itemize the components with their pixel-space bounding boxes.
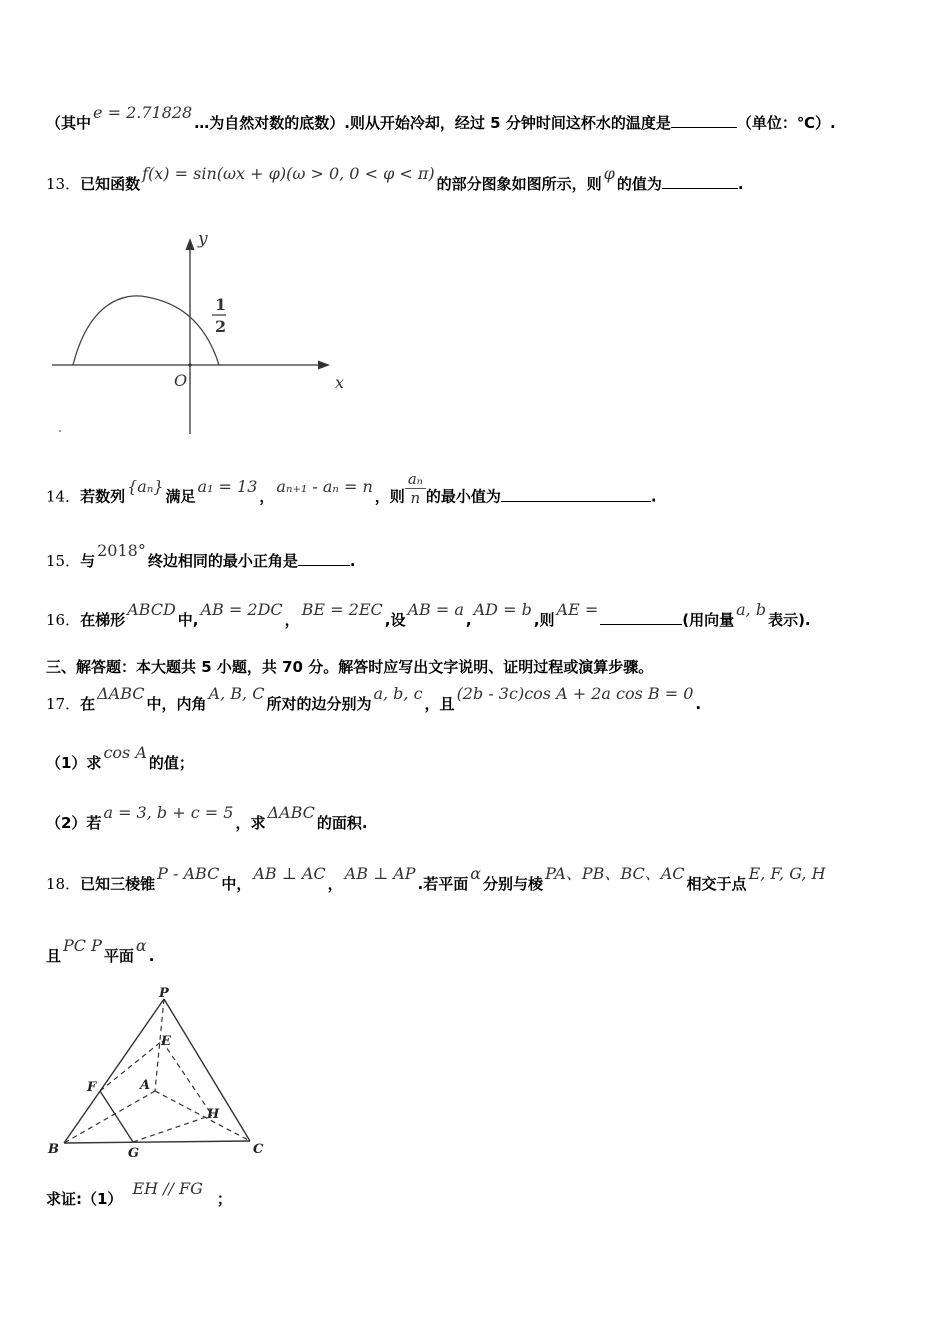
q17-text-a: 在	[80, 695, 96, 713]
q17-part2-label: （2）若	[46, 814, 102, 832]
q17-math-triangle: ΔABC	[97, 684, 145, 703]
q18-math-pabc: P - ABC	[157, 864, 220, 883]
q18-comma: ，	[327, 875, 343, 893]
q16-text-e: (用向量	[682, 611, 735, 629]
q18-proof-label: 求证:（1）	[46, 1190, 123, 1208]
q14-comma: ，	[259, 487, 275, 506]
q14-fraction-denominator: n	[410, 489, 421, 507]
y-axis-label: y	[198, 229, 208, 249]
q18-text-b: 中，	[221, 875, 252, 893]
q14-text-a: 若数列	[80, 487, 126, 506]
q16-math-cond1: AB = 2DC	[200, 600, 283, 619]
q15-math-angle: 2018°	[97, 541, 146, 560]
q18-line2-a: 且	[46, 947, 62, 965]
q16-text-a: 在梯形	[80, 611, 126, 629]
q16-text-c: ,设	[384, 611, 406, 629]
q17-part1-end: 的值；	[148, 754, 194, 772]
q17-text-d: ，且	[424, 695, 455, 713]
q14-answer-blank	[501, 487, 651, 502]
scan-speck	[59, 430, 61, 432]
edge-BC	[64, 1141, 250, 1143]
vertex-label-G: G	[128, 1146, 140, 1161]
q12-answer-blank	[671, 113, 737, 128]
q17-part1-label: （1）求	[46, 754, 102, 772]
q14-fraction-numerator: aₙ	[405, 471, 426, 489]
q12-pre: （其中	[46, 114, 92, 132]
q14-number: 14．	[46, 487, 81, 506]
segment-FG	[100, 1091, 133, 1142]
q12-unit: （单位：℃）.	[736, 114, 836, 132]
q13-line	[46, 164, 744, 194]
half-numerator: 1	[215, 295, 227, 314]
q16-text-b: 中,	[177, 611, 199, 629]
q17-part2-end: 的面积.	[316, 814, 368, 832]
q17-part1	[46, 743, 194, 773]
q17-part2-mid: ，求	[235, 814, 266, 832]
q13-number: 13．	[46, 175, 81, 193]
q18-text-e: 相交于点	[686, 875, 747, 893]
q16-math-ab: a, b	[736, 600, 767, 619]
origin-dot	[188, 363, 191, 366]
q17-math-equation: (2b - 3c)cos A + 2a cos B = 0	[456, 684, 694, 703]
q18-math-points: E, F, G, H	[748, 864, 826, 883]
q16-math-cond3: AB = a	[407, 600, 464, 619]
q13-text-b: 的部分图象如图所示，则	[436, 175, 602, 193]
q12-post: …为自然对数的底数）.则从开始冷却，经过 5 分钟时间这杯水的温度是	[194, 114, 671, 132]
q16-answer-blank	[600, 610, 682, 625]
q17-part2	[46, 803, 368, 833]
q14-math-a1: a₁ = 13	[197, 476, 258, 496]
q15-text-b: 终边相同的最小正角是	[147, 552, 298, 570]
half-denominator: 2	[215, 317, 227, 336]
origin-label: O	[174, 371, 188, 390]
x-axis-arrow-icon	[318, 361, 330, 370]
q14-math-seq: {aₙ}	[127, 476, 164, 496]
q13-end: .	[737, 175, 744, 193]
q14-end: .	[650, 487, 657, 506]
segment-EH	[162, 1041, 212, 1115]
q14-text-b: 满足	[165, 487, 196, 506]
q13-math-phi: φ	[603, 164, 615, 183]
q15-line	[46, 541, 356, 571]
q17-math-sides: a, b, c	[373, 684, 423, 703]
q15-answer-blank	[298, 551, 350, 566]
vertex-label-P: P	[159, 986, 169, 1001]
q15-number: 15．	[46, 552, 81, 570]
q17-number: 17．	[46, 695, 81, 713]
vertex-label-C: C	[253, 1142, 264, 1157]
q17-end: .	[695, 695, 702, 713]
q18-text-a: 已知三棱锥	[80, 875, 156, 893]
segment-FE	[100, 1041, 162, 1091]
q18-math-pc: PC P	[63, 936, 102, 955]
vertex-label-H: H	[207, 1107, 220, 1122]
q15-text-a: 与	[80, 552, 96, 570]
vertex-label-B: B	[48, 1142, 59, 1157]
q17-part2-math2: ΔABC	[267, 803, 315, 822]
q14-line	[46, 470, 657, 515]
edge-PB	[64, 999, 164, 1143]
q18-number: 18．	[46, 875, 81, 893]
q16-text-f: 表示).	[768, 611, 811, 629]
q13-text-a: 已知函数	[80, 175, 141, 193]
vertex-label-E: E	[161, 1034, 171, 1049]
q16-number: 16．	[46, 611, 81, 629]
q18-text-c: .若平面	[417, 875, 469, 893]
q13-math-f: f(x) = sin(ωx + φ)(ω > 0, 0 < φ < π)	[142, 164, 435, 183]
section3-heading: 三、解答题：本大题共 5 小题，共 70 分。解答时应写出文字说明、证明过程或演算步骤。	[46, 658, 654, 676]
q16-line	[46, 600, 811, 630]
q12-tail-line	[46, 103, 836, 133]
q18-proof-end: ；	[216, 1190, 232, 1208]
q18-text-d: 分别与棱	[483, 875, 544, 893]
q18-line	[46, 864, 828, 894]
q17-part1-math: cos A	[103, 743, 147, 762]
q16-math-cond2: BE = 2EC	[301, 600, 383, 619]
q16-text-d: ,则	[533, 611, 555, 629]
q17-text-b: 中，内角	[146, 695, 207, 713]
q16-comma: ，	[284, 611, 300, 629]
q18-math-perp1: AB ⊥ AC	[253, 864, 326, 883]
q18-line2-end: .	[148, 947, 155, 965]
q16-comma2: ,	[465, 611, 472, 629]
q18-proof-line	[46, 1179, 232, 1209]
edge-AB	[64, 1091, 155, 1143]
q18-line2	[46, 936, 155, 966]
q14-math-recurrence: aₙ₊₁ - aₙ = n	[276, 476, 373, 496]
vertex-label-A: A	[140, 1078, 151, 1093]
vertex-label-F: F	[87, 1080, 97, 1095]
q17-part2-math: a = 3, b + c = 5	[103, 803, 234, 822]
q18-line2-b: 平面	[103, 947, 134, 965]
q13-sine-graph	[44, 222, 364, 442]
q17-math-angles: A, B, C	[208, 684, 265, 703]
q14-fraction	[405, 471, 426, 507]
q14-text-c: ，则	[374, 487, 405, 506]
edge-AC	[155, 1091, 250, 1141]
q18-math-perp2: AB ⊥ AP	[344, 864, 416, 883]
q17-line	[46, 684, 702, 714]
q13-text-c: 的值为	[616, 175, 662, 193]
q15-end: .	[349, 552, 356, 570]
q18-tetrahedron-figure	[40, 985, 280, 1165]
q14-text-d: 的最小值为	[425, 487, 501, 506]
q18-math-edges: PA、PB、BC、AC	[545, 864, 685, 883]
q18-proof-math: EH // FG	[132, 1179, 203, 1198]
q13-answer-blank	[662, 174, 738, 189]
q18-math-alpha: α	[470, 864, 482, 883]
q12-math-e: e = 2.71828	[93, 103, 193, 122]
q17-text-c: 所对的边分别为	[266, 695, 372, 713]
q18-math-alpha2: α	[135, 936, 147, 955]
segment-GH	[133, 1115, 212, 1142]
q16-math-abcd: ABCD	[127, 600, 176, 619]
x-axis-label: x	[335, 373, 345, 392]
q16-math-cond4: AD = b	[473, 600, 532, 619]
y-axis-arrow-icon	[186, 238, 195, 250]
sine-curve	[73, 296, 219, 365]
q16-math-ae: AE =	[556, 600, 599, 619]
